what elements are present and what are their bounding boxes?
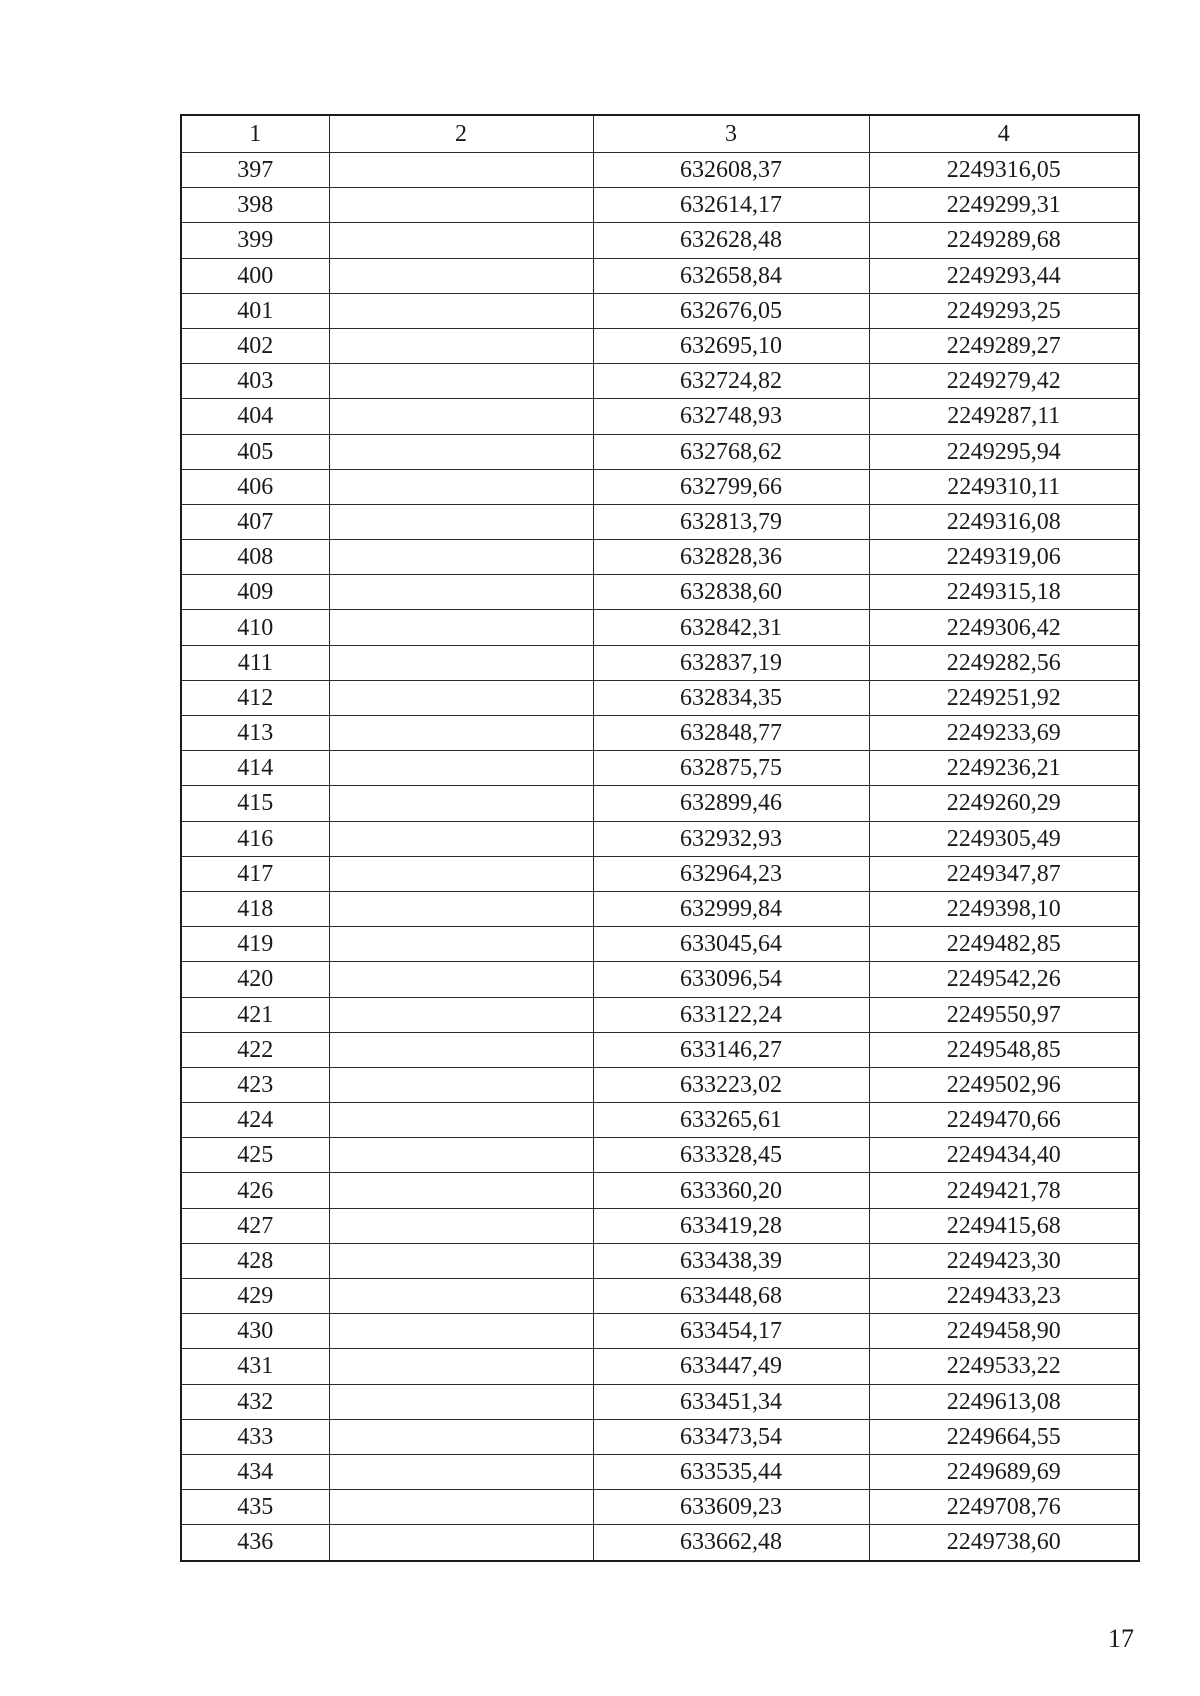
x-coordinate-cell: 632838,60: [593, 575, 869, 610]
point-number-cell: 410: [181, 610, 329, 645]
y-coordinate-cell: 2249305,49: [869, 821, 1139, 856]
point-number-cell: 433: [181, 1419, 329, 1454]
x-coordinate-cell: 632834,35: [593, 680, 869, 715]
y-coordinate-cell: 2249613,08: [869, 1384, 1139, 1419]
table-row: [181, 328, 1139, 363]
x-coordinate-cell: 632837,19: [593, 645, 869, 680]
y-coordinate-cell: 2249279,42: [869, 364, 1139, 399]
y-coordinate-cell: 2249470,66: [869, 1103, 1139, 1138]
point-number-cell: 414: [181, 751, 329, 786]
table-row: [181, 1525, 1139, 1561]
header-col-1: 1: [181, 115, 329, 153]
point-number-cell: 436: [181, 1525, 329, 1561]
x-coordinate-cell: 633146,27: [593, 1032, 869, 1067]
x-coordinate-cell: 633096,54: [593, 962, 869, 997]
empty-cell: [329, 188, 593, 223]
point-number-cell: 401: [181, 293, 329, 328]
point-number-cell: 415: [181, 786, 329, 821]
empty-cell: [329, 1490, 593, 1525]
x-coordinate-cell: 632842,31: [593, 610, 869, 645]
point-number-cell: 429: [181, 1279, 329, 1314]
point-number-cell: 423: [181, 1067, 329, 1102]
y-coordinate-cell: 2249502,96: [869, 1067, 1139, 1102]
y-coordinate-cell: 2249293,25: [869, 293, 1139, 328]
table-row: [181, 504, 1139, 539]
x-coordinate-cell: 633448,68: [593, 1279, 869, 1314]
x-coordinate-cell: 632999,84: [593, 891, 869, 926]
point-number-cell: 427: [181, 1208, 329, 1243]
empty-cell: [329, 1314, 593, 1349]
empty-cell: [329, 962, 593, 997]
empty-cell: [329, 1103, 593, 1138]
y-coordinate-cell: 2249287,11: [869, 399, 1139, 434]
table-row: [181, 223, 1139, 258]
point-number-cell: 405: [181, 434, 329, 469]
point-number-cell: 404: [181, 399, 329, 434]
point-number-cell: 412: [181, 680, 329, 715]
point-number-cell: 416: [181, 821, 329, 856]
x-coordinate-cell: 633419,28: [593, 1208, 869, 1243]
empty-cell: [329, 716, 593, 751]
y-coordinate-cell: 2249533,22: [869, 1349, 1139, 1384]
point-number-cell: 430: [181, 1314, 329, 1349]
empty-cell: [329, 680, 593, 715]
point-number-cell: 418: [181, 891, 329, 926]
table-row: [181, 1032, 1139, 1067]
table-row: [181, 927, 1139, 962]
x-coordinate-cell: 632899,46: [593, 786, 869, 821]
header-col-4: 4: [869, 115, 1139, 153]
point-number-cell: 431: [181, 1349, 329, 1384]
x-coordinate-cell: 633223,02: [593, 1067, 869, 1102]
table-row: [181, 1067, 1139, 1102]
x-coordinate-cell: 633473,54: [593, 1419, 869, 1454]
point-number-cell: 432: [181, 1384, 329, 1419]
table-row: [181, 962, 1139, 997]
point-number-cell: 428: [181, 1243, 329, 1278]
table-row: [181, 610, 1139, 645]
x-coordinate-cell: 632828,36: [593, 540, 869, 575]
point-number-cell: 425: [181, 1138, 329, 1173]
table-row: [181, 997, 1139, 1032]
y-coordinate-cell: 2249295,94: [869, 434, 1139, 469]
point-number-cell: 408: [181, 540, 329, 575]
empty-cell: [329, 786, 593, 821]
page-number: 17: [1108, 1624, 1134, 1653]
table-body: [181, 153, 1139, 1561]
y-coordinate-cell: 2249293,44: [869, 258, 1139, 293]
x-coordinate-cell: 632628,48: [593, 223, 869, 258]
y-coordinate-cell: 2249299,31: [869, 188, 1139, 223]
y-coordinate-cell: 2249236,21: [869, 751, 1139, 786]
x-coordinate-cell: 633454,17: [593, 1314, 869, 1349]
y-coordinate-cell: 2249282,56: [869, 645, 1139, 680]
empty-cell: [329, 610, 593, 645]
x-coordinate-cell: 632608,37: [593, 153, 869, 188]
point-number-cell: 397: [181, 153, 329, 188]
point-number-cell: 422: [181, 1032, 329, 1067]
table-row: [181, 1243, 1139, 1278]
x-coordinate-cell: 632695,10: [593, 328, 869, 363]
empty-cell: [329, 645, 593, 680]
y-coordinate-cell: 2249738,60: [869, 1525, 1139, 1561]
y-coordinate-cell: 2249347,87: [869, 856, 1139, 891]
empty-cell: [329, 751, 593, 786]
table-row: [181, 1490, 1139, 1525]
x-coordinate-cell: 633447,49: [593, 1349, 869, 1384]
table-row: [181, 1419, 1139, 1454]
point-number-cell: 398: [181, 188, 329, 223]
point-number-cell: 409: [181, 575, 329, 610]
table-row: [181, 1103, 1139, 1138]
table-row: [181, 293, 1139, 328]
x-coordinate-cell: 632848,77: [593, 716, 869, 751]
table-row: [181, 680, 1139, 715]
table-row: [181, 1173, 1139, 1208]
table-row: [181, 364, 1139, 399]
coordinates-table: [180, 114, 1140, 1562]
point-number-cell: 419: [181, 927, 329, 962]
x-coordinate-cell: 632658,84: [593, 258, 869, 293]
x-coordinate-cell: 632932,93: [593, 821, 869, 856]
table-row: [181, 1349, 1139, 1384]
empty-cell: [329, 328, 593, 363]
point-number-cell: 411: [181, 645, 329, 680]
table-row: [181, 1279, 1139, 1314]
x-coordinate-cell: 632768,62: [593, 434, 869, 469]
table-row: [181, 153, 1139, 188]
table-row: [181, 716, 1139, 751]
y-coordinate-cell: 2249319,06: [869, 540, 1139, 575]
table-row: [181, 645, 1139, 680]
y-coordinate-cell: 2249458,90: [869, 1314, 1139, 1349]
table-row: [181, 891, 1139, 926]
y-coordinate-cell: 2249689,69: [869, 1454, 1139, 1489]
x-coordinate-cell: 633609,23: [593, 1490, 869, 1525]
table-row: [181, 821, 1139, 856]
empty-cell: [329, 891, 593, 926]
table-row: [181, 751, 1139, 786]
empty-cell: [329, 504, 593, 539]
empty-cell: [329, 1384, 593, 1419]
y-coordinate-cell: 2249421,78: [869, 1173, 1139, 1208]
x-coordinate-cell: 632875,75: [593, 751, 869, 786]
table-row: [181, 258, 1139, 293]
y-coordinate-cell: 2249548,85: [869, 1032, 1139, 1067]
y-coordinate-cell: 2249233,69: [869, 716, 1139, 751]
y-coordinate-cell: 2249423,30: [869, 1243, 1139, 1278]
x-coordinate-cell: 632799,66: [593, 469, 869, 504]
table-row: [181, 434, 1139, 469]
empty-cell: [329, 575, 593, 610]
empty-cell: [329, 927, 593, 962]
empty-cell: [329, 856, 593, 891]
empty-cell: [329, 540, 593, 575]
point-number-cell: 413: [181, 716, 329, 751]
x-coordinate-cell: 633438,39: [593, 1243, 869, 1278]
empty-cell: [329, 1173, 593, 1208]
point-number-cell: 402: [181, 328, 329, 363]
point-number-cell: 407: [181, 504, 329, 539]
y-coordinate-cell: 2249316,08: [869, 504, 1139, 539]
table-row: [181, 856, 1139, 891]
x-coordinate-cell: 633045,64: [593, 927, 869, 962]
empty-cell: [329, 399, 593, 434]
x-coordinate-cell: 633122,24: [593, 997, 869, 1032]
y-coordinate-cell: 2249315,18: [869, 575, 1139, 610]
point-number-cell: 420: [181, 962, 329, 997]
point-number-cell: 399: [181, 223, 329, 258]
point-number-cell: 434: [181, 1454, 329, 1489]
empty-cell: [329, 1279, 593, 1314]
header-col-3: 3: [593, 115, 869, 153]
empty-cell: [329, 1243, 593, 1278]
point-number-cell: 406: [181, 469, 329, 504]
y-coordinate-cell: 2249550,97: [869, 997, 1139, 1032]
empty-cell: [329, 258, 593, 293]
empty-cell: [329, 1419, 593, 1454]
empty-cell: [329, 1067, 593, 1102]
header-col-2: 2: [329, 115, 593, 153]
x-coordinate-cell: 633662,48: [593, 1525, 869, 1561]
y-coordinate-cell: 2249398,10: [869, 891, 1139, 926]
empty-cell: [329, 364, 593, 399]
empty-cell: [329, 153, 593, 188]
table-row: [181, 575, 1139, 610]
table-row: [181, 1138, 1139, 1173]
empty-cell: [329, 821, 593, 856]
y-coordinate-cell: 2249260,29: [869, 786, 1139, 821]
table-row: [181, 469, 1139, 504]
y-coordinate-cell: 2249316,05: [869, 153, 1139, 188]
table-row: [181, 1454, 1139, 1489]
y-coordinate-cell: 2249664,55: [869, 1419, 1139, 1454]
x-coordinate-cell: 632676,05: [593, 293, 869, 328]
empty-cell: [329, 1525, 593, 1561]
empty-cell: [329, 223, 593, 258]
x-coordinate-cell: 632724,82: [593, 364, 869, 399]
y-coordinate-cell: 2249251,92: [869, 680, 1139, 715]
table-row: [181, 188, 1139, 223]
empty-cell: [329, 1454, 593, 1489]
point-number-cell: 403: [181, 364, 329, 399]
empty-cell: [329, 1032, 593, 1067]
point-number-cell: 421: [181, 997, 329, 1032]
table-row: [181, 1208, 1139, 1243]
point-number-cell: 400: [181, 258, 329, 293]
empty-cell: [329, 1208, 593, 1243]
x-coordinate-cell: 632964,23: [593, 856, 869, 891]
point-number-cell: 435: [181, 1490, 329, 1525]
empty-cell: [329, 1349, 593, 1384]
y-coordinate-cell: 2249482,85: [869, 927, 1139, 962]
table-row: [181, 1314, 1139, 1349]
x-coordinate-cell: 632748,93: [593, 399, 869, 434]
x-coordinate-cell: 633328,45: [593, 1138, 869, 1173]
y-coordinate-cell: 2249433,23: [869, 1279, 1139, 1314]
y-coordinate-cell: 2249542,26: [869, 962, 1139, 997]
x-coordinate-cell: 633265,61: [593, 1103, 869, 1138]
table-row: [181, 399, 1139, 434]
y-coordinate-cell: 2249306,42: [869, 610, 1139, 645]
point-number-cell: 426: [181, 1173, 329, 1208]
x-coordinate-cell: 633535,44: [593, 1454, 869, 1489]
empty-cell: [329, 1138, 593, 1173]
x-coordinate-cell: 632614,17: [593, 188, 869, 223]
table-row: [181, 1384, 1139, 1419]
y-coordinate-cell: 2249434,40: [869, 1138, 1139, 1173]
y-coordinate-cell: 2249415,68: [869, 1208, 1139, 1243]
x-coordinate-cell: 633360,20: [593, 1173, 869, 1208]
y-coordinate-cell: 2249708,76: [869, 1490, 1139, 1525]
table-row: [181, 540, 1139, 575]
x-coordinate-cell: 632813,79: [593, 504, 869, 539]
header-row: [181, 115, 1139, 153]
empty-cell: [329, 469, 593, 504]
empty-cell: [329, 434, 593, 469]
empty-cell: [329, 997, 593, 1032]
table-row: [181, 786, 1139, 821]
table-header: [181, 115, 1139, 153]
point-number-cell: 417: [181, 856, 329, 891]
y-coordinate-cell: 2249289,68: [869, 223, 1139, 258]
empty-cell: [329, 293, 593, 328]
x-coordinate-cell: 633451,34: [593, 1384, 869, 1419]
y-coordinate-cell: 2249289,27: [869, 328, 1139, 363]
point-number-cell: 424: [181, 1103, 329, 1138]
y-coordinate-cell: 2249310,11: [869, 469, 1139, 504]
